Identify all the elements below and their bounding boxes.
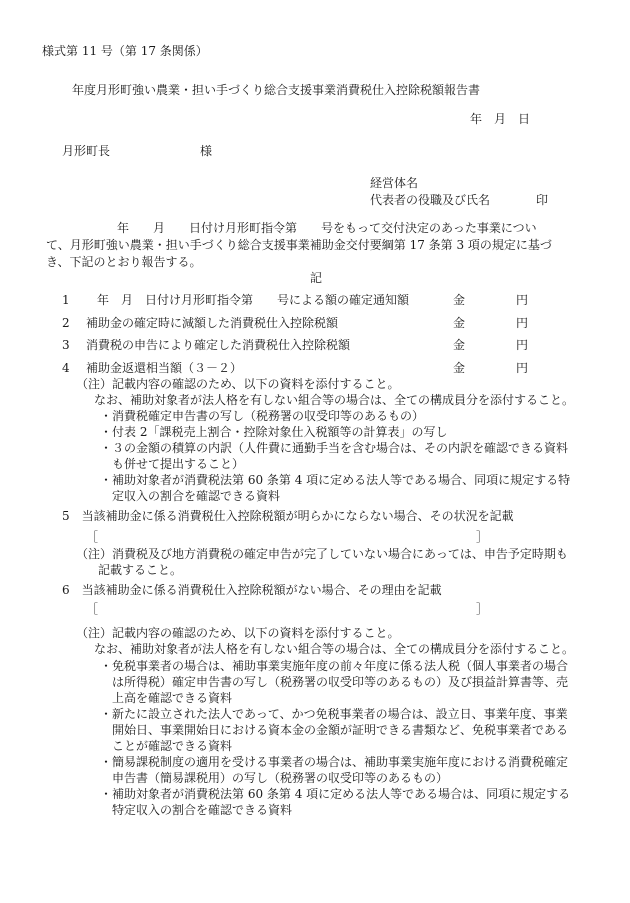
item5-label: 5 当該補助金に係る消費税仕入控除税額が明らかにならない場合、その状況を記載 [62,509,514,523]
item-number: 1 [62,293,70,307]
note-bullet: ・免税事業者の場合は、補助事業実施年度の前々年度に係る法人税（個人事業者の場合 [100,659,569,673]
item-number: 4 [62,361,70,375]
note-bullet-cont: 上高を確認できる資料 [112,691,233,705]
note-bullet-cont: 開始日、事業開始日における資本金の金額が証明できる書類など、免税事業者である [112,723,569,737]
note-head: （注）記載内容の確認のため、以下の資料を添付すること。 [76,377,400,391]
item-label: 補助金の確定時に減額した消費税仕入控除税額 [86,316,339,330]
yen-label: 円 [516,316,529,330]
item6-bracket-close: ］ [476,602,489,616]
intro-line: き、下記のとおり報告する。 [46,255,202,269]
note-sub: なお、補助対象者が法人格を有しない組合等の場合は、全ての構成員分を添付すること。 [94,642,575,656]
item-number: 2 [62,316,70,330]
item5-bracket-open: ［ [86,530,99,544]
item5-bracket-close: ］ [476,530,489,544]
addressee-honorific: 様 [200,144,213,158]
item-label: 年 月 日付け月形町指令第 号による額の確定通知額 [97,293,410,307]
item-label: 消費税の申告により確定した消費税仕入控除税額 [86,338,351,352]
note-head: （注）記載内容の確認のため、以下の資料を添付すること。 [76,626,400,640]
item-label: 補助金返還相当額（３－２） [86,361,243,375]
document-title: 年度月形町強い農業・担い手づくり総合支援事業消費税仕入控除税額報告書 [72,83,481,97]
form-number: 様式第 11 号（第 17 条関係） [42,44,208,58]
item6-label: 6 当該補助金に係る消費税仕入控除税額がない場合、その理由を記載 [62,583,442,597]
kin-label: 金 [453,361,466,375]
kin-label: 金 [453,338,466,352]
note-bullet: ・新たに設立された法人であって、かつ免税事業者の場合は、設立日、事業年度、事業 [100,707,568,721]
yen-label: 円 [516,293,529,307]
representative-label: 代表者の役職及び氏名 [370,193,491,207]
note-sub: なお、補助対象者が法人格を有しない組合等の場合は、全ての構成員分を添付すること。 [94,393,575,407]
note-bullet: ・補助対象者が消費税法第 60 条第 4 項に定める法人等である場合は、同項に規定する [100,787,571,801]
intro-line: 年 月 日付け月形町指令第 号をもって交付決定のあった事業につい [117,221,537,235]
date-line: 年 月 日 [470,112,531,126]
item-number: 3 [62,338,70,352]
note-bullet: ・付表 2「課税売上割合・控除対象仕入税額等の計算表」の写し [100,425,448,439]
intro-line: て、月形町強い農業・担い手づくり総合支援事業補助金交付要綱第 17 条第 3 項の規定に基づ [46,238,552,252]
note-bullet-cont: も併せて提出すること） [112,457,245,471]
kin-label: 金 [453,316,466,330]
seal-mark: 印 [536,193,549,207]
note-bullet-cont: 申告書（簡易課税用）の写し（税務署の収受印等のあるもの） [112,771,449,785]
note-bullet-cont: 定収入の割合を確認できる資料 [112,489,281,503]
yen-label: 円 [516,361,529,375]
note-bullet: ・補助対象者が消費税法第 60 条第 4 項に定める法人等である場合、同項に規定する特 [100,473,571,487]
addressee: 月形町長 [62,144,111,158]
item6-bracket-open: ［ [86,602,99,616]
note-bullet: ・３の金額の積算の内訳（人件費に通勤手当を含む場合は、その内訳を確認できる資料 [100,441,569,455]
note-bullet-cont: は所得税）確定申告書の写し（税務署の収受印等のあるもの）及び損益計算書等、売 [112,675,569,689]
yen-label: 円 [516,338,529,352]
note-bullet: ・簡易課税制度の適用を受ける事業者の場合は、補助事業実施年度における消費税確定 [100,755,569,769]
note-bullet-cont: ことが確認できる資料 [112,739,233,753]
item5-note-cont: 記載すること。 [98,563,183,577]
org-name-label: 経営体名 [370,176,419,190]
note-bullet: ・消費税確定申告書の写し（税務署の収受印等のあるもの） [100,409,425,423]
item5-note: （注）消費税及び地方消費税の確定申告が完了していない場合にあっては、申告予定時期も [76,547,568,561]
kin-label: 金 [453,293,466,307]
ki-heading: 記 [310,271,323,285]
note-bullet-cont: 特定収入の割合を確認できる資料 [112,803,293,817]
